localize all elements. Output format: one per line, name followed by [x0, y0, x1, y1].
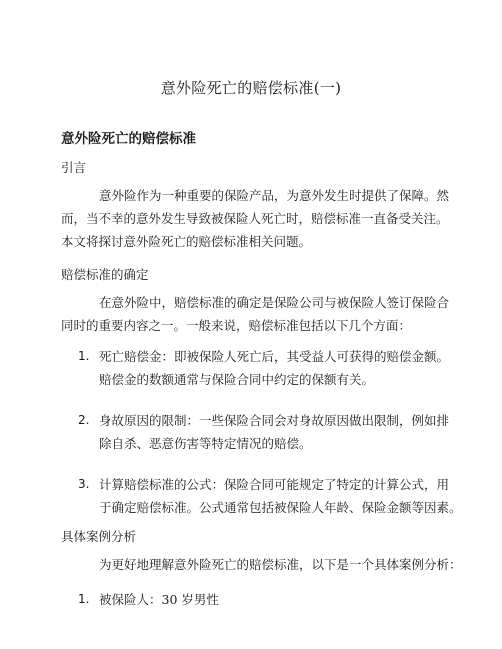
list-line: 除自杀、恶意伤害等特定情况的赔偿。: [99, 436, 312, 451]
case-paragraph: [61, 553, 462, 576]
list-item: [61, 345, 450, 391]
list-number: 1.: [78, 349, 90, 363]
list-line: 赔偿金的数额通常与保险合同中约定的保额有关。: [99, 372, 375, 387]
intro-paragraph: [61, 184, 450, 253]
list-item: [61, 588, 443, 611]
case-title: 具体案例分析: [61, 529, 137, 544]
list-line: 死亡赔偿金：即被保险人死亡后，其受益人可获得的赔偿金额。: [99, 349, 450, 364]
case-line: 为更好地理解意外险死亡的赔偿标准，以下是一个具体案例分析：: [99, 557, 462, 572]
intro-line: 而，当不幸的意外发生导致被保险人死亡时，赔偿标准一直备受关注。: [61, 211, 449, 226]
section-heading: 意外险死亡的赔偿标准: [61, 131, 196, 147]
intro-line: 本文将探讨意外险死亡的赔偿标准相关问题。: [61, 234, 312, 249]
list-line: 身故原因的限制：一些保险合同会对身故原因做出限制，例如排: [99, 413, 450, 428]
intro-line: 意外险作为一种重要的保险产品，为意外发生时提供了保障。然: [99, 188, 450, 203]
intro-title: 引言: [61, 160, 87, 175]
list-line: 于确定赔偿标准。公式通常包括被保险人年龄、保险金额等因素。: [99, 500, 462, 515]
list-line: 计算赔偿标准的公式：保险合同可能规定了特定的计算公式，用: [99, 477, 450, 492]
list-line: 被保险人：30 岁男性: [99, 592, 219, 607]
document-title: 意外险死亡的赔偿标准(一): [160, 79, 342, 97]
determination-paragraph: [61, 291, 450, 337]
list-number: 1.: [78, 592, 90, 606]
list-number: 3.: [78, 477, 90, 491]
list-item: [61, 409, 450, 455]
list-item: [61, 473, 462, 519]
determination-title: 赔偿标准的确定: [61, 267, 149, 282]
list-number: 2.: [78, 413, 90, 427]
determination-line: 同时的重要内容之一。一般来说，赔偿标准包括以下几个方面：: [61, 318, 412, 333]
determination-line: 在意外险中，赔偿标准的确定是保险公司与被保险人签订保险合: [99, 295, 450, 310]
